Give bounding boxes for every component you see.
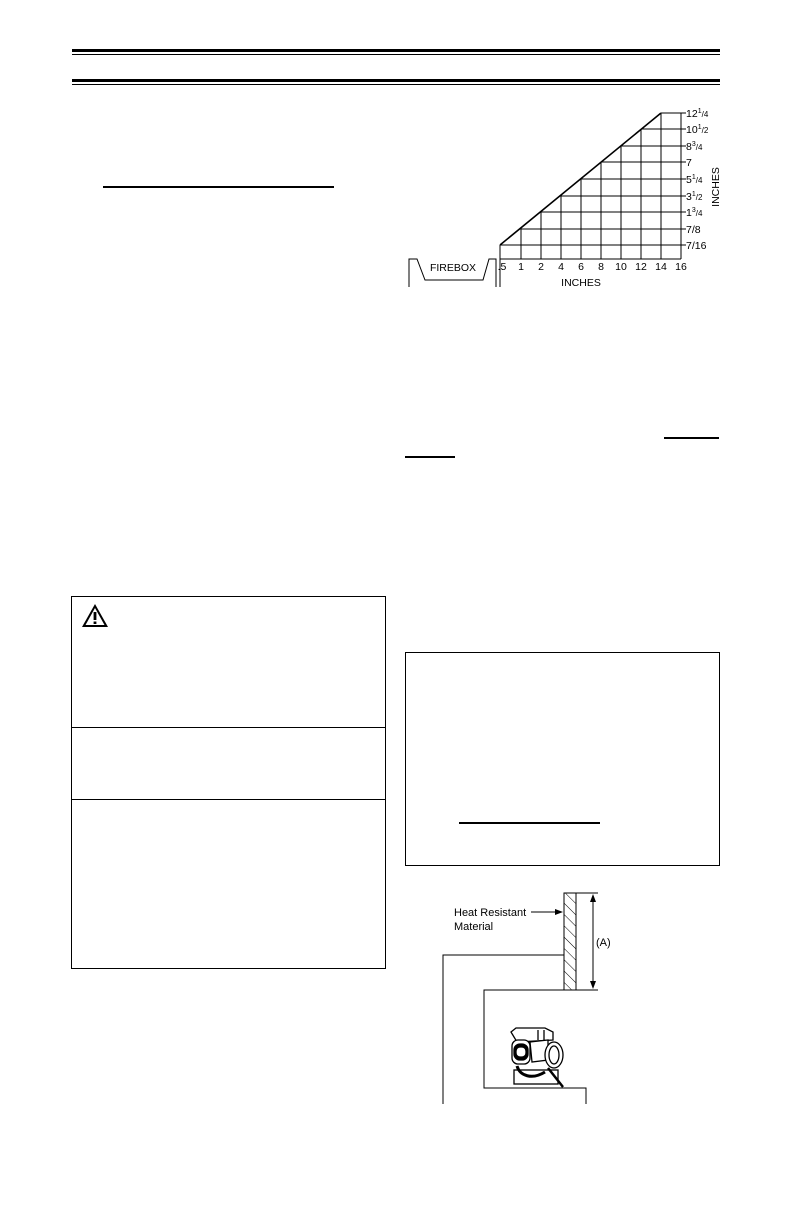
right-text-underline-1: [664, 437, 719, 439]
y-tick-label: 7/16: [686, 240, 707, 252]
warning-box-divider-2: [72, 799, 385, 800]
x-tick-label: 1: [518, 261, 524, 273]
x-tick-label: 14: [655, 261, 667, 273]
header-rule-bottom: [72, 79, 720, 82]
y-tick-label: $5^1_{/4}$: [686, 174, 703, 186]
y-tick-label: $12^1_{/4}$: [686, 108, 709, 120]
x-axis-label: INCHES: [561, 277, 601, 289]
header-rule-bottom-thin: [72, 84, 720, 85]
y-tick-label: $10^1_{/2}$: [686, 124, 709, 136]
x-tick-label: 4: [558, 261, 564, 273]
chart-x-tick-labels: [498, 261, 687, 273]
y-tick-label: 7/8: [686, 224, 701, 236]
y-tick-label: $8^3_{/4}$: [686, 141, 703, 153]
notice-box-underline: [459, 822, 600, 824]
y-tick-label: 7: [686, 157, 692, 169]
heater-appliance-sketch: [511, 1028, 563, 1087]
y-tick-label: $3^1_{/2}$: [686, 191, 703, 203]
x-tick-label: .5: [497, 261, 507, 273]
warning-box: [71, 596, 386, 969]
heat-resistant-material: [564, 893, 576, 990]
header-rule-top: [72, 49, 720, 52]
notice-box: [405, 652, 720, 866]
clearance-chart: [405, 100, 735, 295]
material-label-line2: Material: [454, 921, 494, 933]
header-rule-top-thin: [72, 54, 720, 55]
material-label-line1: Heat Resistant: [454, 907, 527, 919]
x-tick-label: 10: [615, 261, 627, 273]
x-tick-label: 12: [635, 261, 647, 273]
right-text-underline-2: [405, 456, 455, 458]
x-tick-label: 16: [675, 261, 687, 273]
firebox-label: FIREBOX: [429, 262, 477, 274]
y-tick-label: $1^3_{/4}$: [686, 207, 703, 219]
warning-triangle-icon: [81, 603, 109, 628]
y-axis-label: INCHES: [710, 167, 722, 207]
chart-grid: [500, 113, 686, 259]
hearth-clearance-figure: [430, 885, 730, 1110]
warning-box-divider-1: [72, 727, 385, 728]
x-tick-label: 6: [578, 261, 584, 273]
x-tick-label: 2: [538, 261, 544, 273]
x-tick-label: 8: [598, 261, 604, 273]
dimension-label-a: (A): [596, 937, 611, 949]
chart-y-tick-labels: [686, 108, 709, 252]
left-heading-underline: [103, 186, 334, 188]
